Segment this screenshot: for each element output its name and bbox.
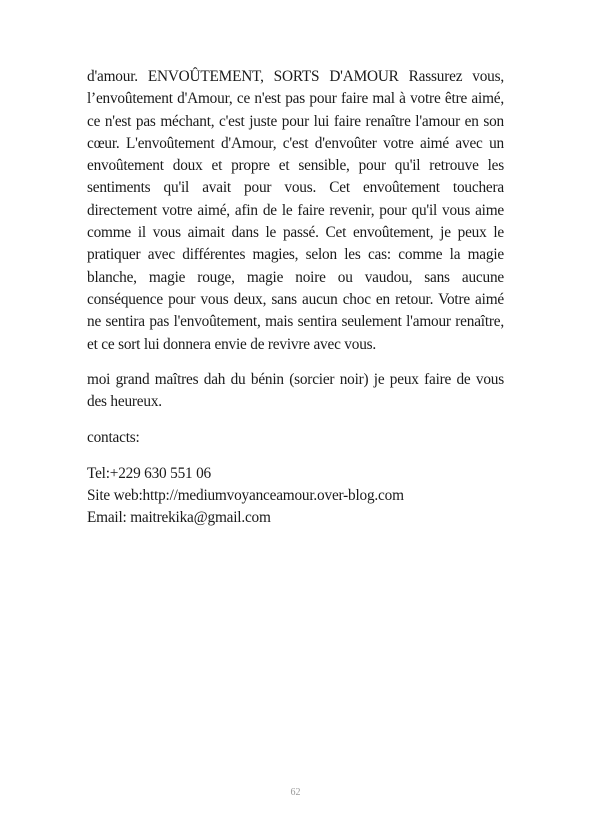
contact-block [87,463,504,530]
contact-email: Email: maitrekika@gmail.com [87,509,271,527]
contact-phone: Tel:+229 630 551 06 [87,464,211,482]
contacts-label: contacts: [87,429,140,447]
intro-paragraph: moi grand maîtres dah du bénin (sorcier noir) je peux faire de vous des heureux. [87,370,504,411]
main-paragraph: d'amour. ENVOÛTEMENT, SORTS D'AMOUR Rassurez vous, l’envoûtement d'Amour, ce n'est pas pour faire mal à votre être aimé, ce n'est pas méchant, c'est juste pour lui faire renaître l'amour en son cœur. L'envoûtement d'Amour, c'est d'envoûter votre aimé avec un envoûtement doux et propre et sensible, pour qu'il retrouve les sentiments qu'il avait pour vous. Cet envoûtement touchera directement votre aimé, afin de le faire revenir, pour qu'il vous aime comme il vous aimait dans le passé. Cet envoûtement, je peux le pratiquer avec différentes magies, selon les cas: comme la magie blanche, magie rouge, magie noire ou vaudou, sans aucune conséquence pour vous deux, sans aucun choc en retour. Votre aimé ne sentira pas l'envoûtement, mais sentira seulement l'amour renaître, et ce sort lui donnera envie de revivre avec vous. [87,68,504,353]
page-body [87,66,504,530]
contact-website: Site web:http://mediumvoyanceamour.over-blog.com [87,487,404,505]
page-number: 62 [290,787,301,798]
